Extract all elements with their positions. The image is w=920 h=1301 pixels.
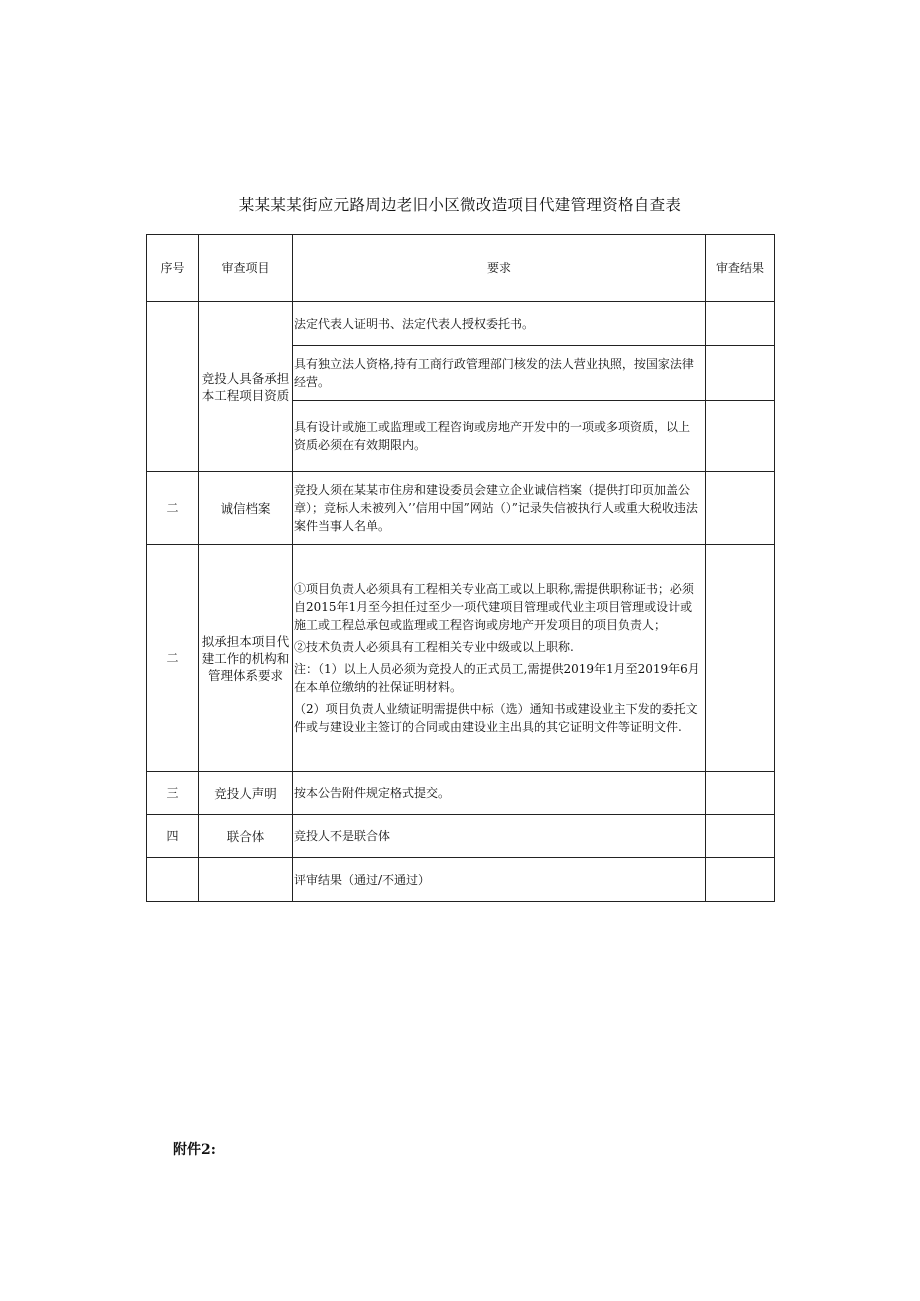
requirement-paragraph: ①项目负责人必须具有工程相关专业高工或以上职称,需提供职称证书；必须自2015年1月至今担任过至少一项代建项目管理或代业主项目管理或设计或施工或工程总承包或监理或工程咨询或房地产开发项目的项目负责人；: [294, 582, 694, 632]
table-row: [147, 302, 775, 346]
row-seq: 三: [147, 772, 199, 815]
requirement-paragraph: 注：（1）以上人员必须为竞投人的正式员工,需提供2019年1月至2019年6月在本单位缴纳的社保证明材料。: [294, 662, 700, 694]
row-requirement: 竞投人不是联合体: [293, 815, 706, 858]
table-row: [147, 545, 775, 772]
row-requirement: 具有设计或施工或监理或工程咨询或房地产开发中的一项或多项资质，以上资质必须在有效期限内。: [293, 401, 706, 472]
row-requirement: [293, 545, 706, 772]
table-row: [147, 472, 775, 545]
self-check-table: [146, 234, 775, 902]
row-result-cell[interactable]: [706, 772, 775, 815]
row-item: 竞投人声明: [199, 772, 293, 815]
requirement-paragraph: ②技术负责人必须具有工程相关专业中级或以上职称.: [294, 640, 574, 654]
row-requirement: 法定代表人证明书、法定代表人授权委托书。: [293, 302, 706, 346]
row-result-cell[interactable]: [706, 815, 775, 858]
row-result-cell[interactable]: [706, 545, 775, 772]
row-item: 竞投人具备承担本工程项目资质: [199, 302, 293, 472]
row-requirement: 竞投人须在某某市住房和建设委员会建立企业诚信档案（提供打印页加盖公章）；竞标人未被列入’’信用中国”网站（）”记录失信被执行人或重大税收违法案件当事人名单。: [293, 472, 706, 545]
review-result-cell: [293, 858, 706, 902]
header-row: [147, 235, 775, 302]
row-result-cell[interactable]: [706, 302, 775, 346]
footer-row: [147, 858, 775, 902]
row-result-cell[interactable]: [706, 472, 775, 545]
footer-result-cell[interactable]: [706, 858, 775, 902]
requirement-paragraph: （2）项目负责人业绩证明需提供中标（选）通知书或建设业主下发的委托文件或与建设业主签订的合同或由建设业主出具的其它证明文件等证明文件.: [294, 702, 698, 734]
row-item: 诚信档案: [199, 472, 293, 545]
row-seq: 二: [147, 472, 199, 545]
row-seq: 二: [147, 545, 199, 772]
row-seq: 四: [147, 815, 199, 858]
row-item: 联合体: [199, 815, 293, 858]
header-result: 审查结果: [706, 235, 775, 302]
review-result-label: 评审结果: [294, 872, 343, 887]
header-seq: 序号: [147, 235, 199, 302]
row-result-cell[interactable]: [706, 346, 775, 401]
footer-item-cell: [199, 858, 293, 902]
table-row: [147, 772, 775, 815]
row-item: 拟承担本项目代建工作的机构和管理体系要求: [199, 545, 293, 772]
annex-label: 附件2:: [173, 1142, 216, 1158]
header-requirement: 要求: [293, 235, 706, 302]
document-title: 某某某某街应元路周边老旧小区微改造项目代建管理资格自查表: [238, 196, 682, 214]
row-result-cell[interactable]: [706, 401, 775, 472]
table-row: [147, 815, 775, 858]
review-result-options: （通过/不通过）: [342, 872, 431, 887]
header-item: 审查项目: [199, 235, 293, 302]
row-requirement: 按本公告附件规定格式提交。: [293, 772, 706, 815]
row-requirement: 具有独立法人资格,持有工商行政管理部门核发的法人营业执照，按国家法律经营。: [293, 346, 706, 401]
row-seq: [147, 302, 199, 472]
footer-seq-cell: [147, 858, 199, 902]
